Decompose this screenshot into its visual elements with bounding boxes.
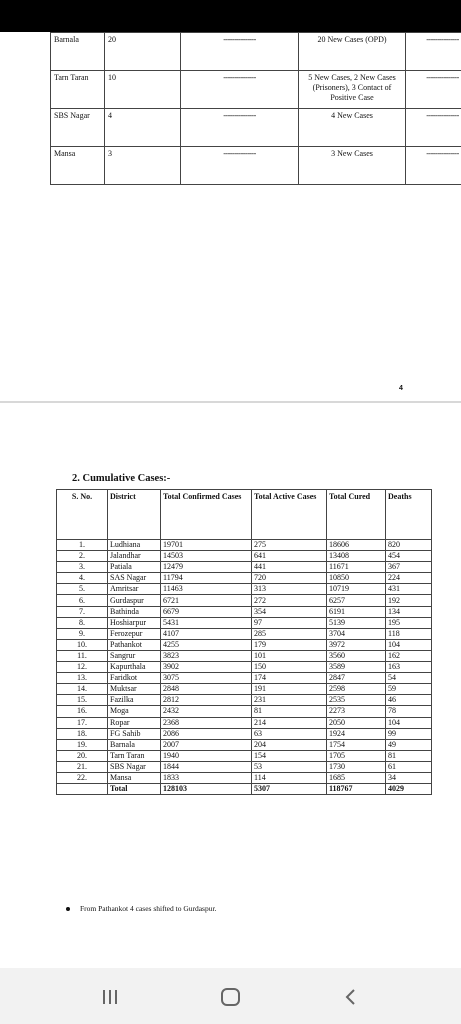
table-row xyxy=(57,573,432,584)
header-sno: S. No. xyxy=(57,490,108,540)
sno-cell: 18. xyxy=(57,728,108,739)
cured-cell: 6257 xyxy=(327,595,386,606)
sno-cell: 10. xyxy=(57,639,108,650)
sno-cell: 21. xyxy=(57,761,108,772)
deaths-cell: 61 xyxy=(386,761,432,772)
total-deaths: 4029 xyxy=(386,784,432,795)
confirmed-cell: 3075 xyxy=(161,673,252,684)
sno-cell: 14. xyxy=(57,684,108,695)
sno-cell: 1. xyxy=(57,540,108,551)
active-cell: 204 xyxy=(252,739,327,750)
confirmed-cell: 2812 xyxy=(161,695,252,706)
table-row xyxy=(51,71,461,109)
active-cell: 63 xyxy=(252,728,327,739)
dash-cell: --------------- xyxy=(181,33,299,71)
district-cell: Tarn Taran xyxy=(108,750,161,761)
cured-cell: 2050 xyxy=(327,717,386,728)
table-row xyxy=(57,562,432,573)
header-active: Total Active Cases xyxy=(252,490,327,540)
deaths-cell: 46 xyxy=(386,695,432,706)
deaths-cell: 118 xyxy=(386,628,432,639)
district-cell: FG Sahib xyxy=(108,728,161,739)
confirmed-cell: 4255 xyxy=(161,639,252,650)
active-cell: 272 xyxy=(252,595,327,606)
section-title: 2. Cumulative Cases:- xyxy=(72,473,171,484)
cured-cell: 2273 xyxy=(327,706,386,717)
table-row xyxy=(57,706,432,717)
district-cell: Amritsar xyxy=(108,584,161,595)
deaths-cell: 224 xyxy=(386,573,432,584)
confirmed-cell: 1844 xyxy=(161,761,252,772)
district-cell: Bathinda xyxy=(108,606,161,617)
cumulative-cases-table xyxy=(56,489,432,795)
active-cell: 285 xyxy=(252,628,327,639)
confirmed-cell: 5431 xyxy=(161,617,252,628)
back-icon[interactable] xyxy=(343,988,359,1006)
district-cell: Mansa xyxy=(108,772,161,783)
sno-cell: 6. xyxy=(57,595,108,606)
cured-cell: 1754 xyxy=(327,739,386,750)
cured-cell: 6191 xyxy=(327,606,386,617)
deaths-cell: 820 xyxy=(386,540,432,551)
confirmed-cell: 1833 xyxy=(161,772,252,783)
cured-cell: 18606 xyxy=(327,540,386,551)
deaths-cell: 54 xyxy=(386,673,432,684)
sno-cell: 8. xyxy=(57,617,108,628)
sno-cell: 5. xyxy=(57,584,108,595)
district-cell: Moga xyxy=(108,706,161,717)
deaths-cell: 104 xyxy=(386,717,432,728)
confirmed-cell: 6679 xyxy=(161,606,252,617)
confirmed-cell: 14503 xyxy=(161,551,252,562)
dash-cell: --------------- xyxy=(181,109,299,147)
table-row xyxy=(57,684,432,695)
dash-cell: --------------- xyxy=(406,33,461,71)
cured-cell: 11671 xyxy=(327,562,386,573)
table-row xyxy=(57,595,432,606)
sno-cell: 20. xyxy=(57,750,108,761)
sno-cell: 16. xyxy=(57,706,108,717)
dash-cell: --------------- xyxy=(406,147,461,185)
active-cell: 231 xyxy=(252,695,327,706)
confirmed-cell: 2368 xyxy=(161,717,252,728)
active-cell: 154 xyxy=(252,750,327,761)
district-cell: Fazilka xyxy=(108,695,161,706)
cured-cell: 2535 xyxy=(327,695,386,706)
table-header-row xyxy=(57,490,432,540)
table-row xyxy=(57,628,432,639)
cured-cell: 2598 xyxy=(327,684,386,695)
details-cell: 3 New Cases xyxy=(299,147,406,185)
deaths-cell: 192 xyxy=(386,595,432,606)
deaths-cell: 81 xyxy=(386,750,432,761)
confirmed-cell: 4107 xyxy=(161,628,252,639)
cured-cell: 10719 xyxy=(327,584,386,595)
active-cell: 191 xyxy=(252,684,327,695)
active-cell: 441 xyxy=(252,562,327,573)
table-row xyxy=(57,728,432,739)
district-cell: Jalandhar xyxy=(108,551,161,562)
sno-cell: 15. xyxy=(57,695,108,706)
page-number: 4 xyxy=(399,385,403,392)
deaths-cell: 162 xyxy=(386,650,432,661)
confirmed-cell: 3902 xyxy=(161,662,252,673)
active-cell: 174 xyxy=(252,673,327,684)
district-cell: Pathankot xyxy=(108,639,161,650)
district-cell: Gurdaspur xyxy=(108,595,161,606)
cured-cell: 1730 xyxy=(327,761,386,772)
count-cell: 4 xyxy=(105,109,181,147)
table-row xyxy=(51,147,461,185)
home-icon[interactable] xyxy=(221,988,240,1006)
sno-cell: 2. xyxy=(57,551,108,562)
deaths-cell: 49 xyxy=(386,739,432,750)
table-row xyxy=(57,750,432,761)
table-row xyxy=(57,639,432,650)
header-cured: Total Cured xyxy=(327,490,386,540)
cured-cell: 10850 xyxy=(327,573,386,584)
footnote-text: From Pathankot 4 cases shifted to Gurdaspur. xyxy=(80,904,217,913)
table-row xyxy=(57,695,432,706)
status-bar xyxy=(0,0,461,32)
active-cell: 101 xyxy=(252,650,327,661)
district-cell: Ludhiana xyxy=(108,540,161,551)
table-row xyxy=(57,606,432,617)
sno-cell: 12. xyxy=(57,662,108,673)
deaths-cell: 163 xyxy=(386,662,432,673)
header-district: District xyxy=(108,490,161,540)
cured-cell: 3972 xyxy=(327,639,386,650)
count-cell: 3 xyxy=(105,147,181,185)
dash-cell: --------------- xyxy=(181,147,299,185)
table-row xyxy=(57,584,432,595)
cured-cell: 1924 xyxy=(327,728,386,739)
cured-cell: 3704 xyxy=(327,628,386,639)
active-cell: 114 xyxy=(252,772,327,783)
cured-cell: 1705 xyxy=(327,750,386,761)
sno-cell: 7. xyxy=(57,606,108,617)
total-active: 5307 xyxy=(252,784,327,795)
district-cell: Mansa xyxy=(51,147,105,185)
table-row xyxy=(51,109,461,147)
confirmed-cell: 2432 xyxy=(161,706,252,717)
district-cell: Tarn Taran xyxy=(51,71,105,109)
confirmed-cell: 11794 xyxy=(161,573,252,584)
district-cell: Barnala xyxy=(108,739,161,750)
deaths-cell: 195 xyxy=(386,617,432,628)
details-cell: 5 New Cases, 2 New Cases (Prisoners), 3 Contact of Positive Case xyxy=(299,71,406,109)
district-cell: SBS Nagar xyxy=(108,761,161,772)
district-cell: Faridkot xyxy=(108,673,161,684)
sno-cell: 3. xyxy=(57,562,108,573)
confirmed-cell: 2848 xyxy=(161,684,252,695)
active-cell: 214 xyxy=(252,717,327,728)
deaths-cell: 104 xyxy=(386,639,432,650)
details-cell: 20 New Cases (OPD) xyxy=(299,33,406,71)
document-page xyxy=(0,403,461,968)
cured-cell: 13408 xyxy=(327,551,386,562)
table-row xyxy=(57,662,432,673)
deaths-cell: 34 xyxy=(386,772,432,783)
deaths-cell: 367 xyxy=(386,562,432,573)
active-cell: 720 xyxy=(252,573,327,584)
confirmed-cell: 12479 xyxy=(161,562,252,573)
table-row xyxy=(51,33,461,71)
active-cell: 53 xyxy=(252,761,327,772)
total-confirmed: 128103 xyxy=(161,784,252,795)
district-cell: SAS Nagar xyxy=(108,573,161,584)
confirmed-cell: 2086 xyxy=(161,728,252,739)
district-cell: Hoshiarpur xyxy=(108,617,161,628)
active-cell: 81 xyxy=(252,706,327,717)
cured-cell: 3589 xyxy=(327,662,386,673)
sno-cell: 19. xyxy=(57,739,108,750)
cured-cell: 1685 xyxy=(327,772,386,783)
district-cell: Ferozepur xyxy=(108,628,161,639)
active-cell: 641 xyxy=(252,551,327,562)
district-cell: Muktsar xyxy=(108,684,161,695)
document-page-previous xyxy=(0,32,461,402)
table-row xyxy=(57,772,432,783)
active-cell: 150 xyxy=(252,662,327,673)
recent-apps-icon[interactable] xyxy=(103,990,121,1004)
table-row xyxy=(57,540,432,551)
district-updates-table xyxy=(50,32,461,185)
bullet-icon xyxy=(66,907,70,911)
table-row xyxy=(57,717,432,728)
navigation-bar xyxy=(0,968,461,1024)
district-cell: Kapurthala xyxy=(108,662,161,673)
deaths-cell: 431 xyxy=(386,584,432,595)
district-cell: Ropar xyxy=(108,717,161,728)
cured-cell: 5139 xyxy=(327,617,386,628)
table-row xyxy=(57,673,432,684)
sno-cell: 22. xyxy=(57,772,108,783)
sno-cell: 9. xyxy=(57,628,108,639)
deaths-cell: 78 xyxy=(386,706,432,717)
dash-cell: --------------- xyxy=(181,71,299,109)
district-cell: Sangrur xyxy=(108,650,161,661)
deaths-cell: 454 xyxy=(386,551,432,562)
dash-cell: --------------- xyxy=(406,109,461,147)
sno-cell: 11. xyxy=(57,650,108,661)
table-row xyxy=(57,739,432,750)
confirmed-cell: 2007 xyxy=(161,739,252,750)
active-cell: 354 xyxy=(252,606,327,617)
sno-cell: 4. xyxy=(57,573,108,584)
deaths-cell: 134 xyxy=(386,606,432,617)
active-cell: 275 xyxy=(252,540,327,551)
district-cell: Patiala xyxy=(108,562,161,573)
cured-cell: 3560 xyxy=(327,650,386,661)
details-cell: 4 New Cases xyxy=(299,109,406,147)
table-row xyxy=(57,617,432,628)
cured-cell: 2847 xyxy=(327,673,386,684)
count-cell: 10 xyxy=(105,71,181,109)
sno-cell: 13. xyxy=(57,673,108,684)
total-cured: 118767 xyxy=(327,784,386,795)
header-confirmed: Total Confirmed Cases xyxy=(161,490,252,540)
total-label: Total xyxy=(108,784,161,795)
dash-cell: --------------- xyxy=(406,71,461,109)
table-row xyxy=(57,650,432,661)
confirmed-cell: 19701 xyxy=(161,540,252,551)
total-sno xyxy=(57,784,108,795)
district-cell: SBS Nagar xyxy=(51,109,105,147)
table-row xyxy=(57,761,432,772)
active-cell: 97 xyxy=(252,617,327,628)
active-cell: 313 xyxy=(252,584,327,595)
confirmed-cell: 11463 xyxy=(161,584,252,595)
table-row xyxy=(57,551,432,562)
deaths-cell: 99 xyxy=(386,728,432,739)
deaths-cell: 59 xyxy=(386,684,432,695)
confirmed-cell: 6721 xyxy=(161,595,252,606)
district-cell: Barnala xyxy=(51,33,105,71)
header-deaths: Deaths xyxy=(386,490,432,540)
sno-cell: 17. xyxy=(57,717,108,728)
confirmed-cell: 3823 xyxy=(161,650,252,661)
total-row xyxy=(57,784,432,795)
footnote xyxy=(66,904,216,913)
active-cell: 179 xyxy=(252,639,327,650)
count-cell: 20 xyxy=(105,33,181,71)
confirmed-cell: 1940 xyxy=(161,750,252,761)
